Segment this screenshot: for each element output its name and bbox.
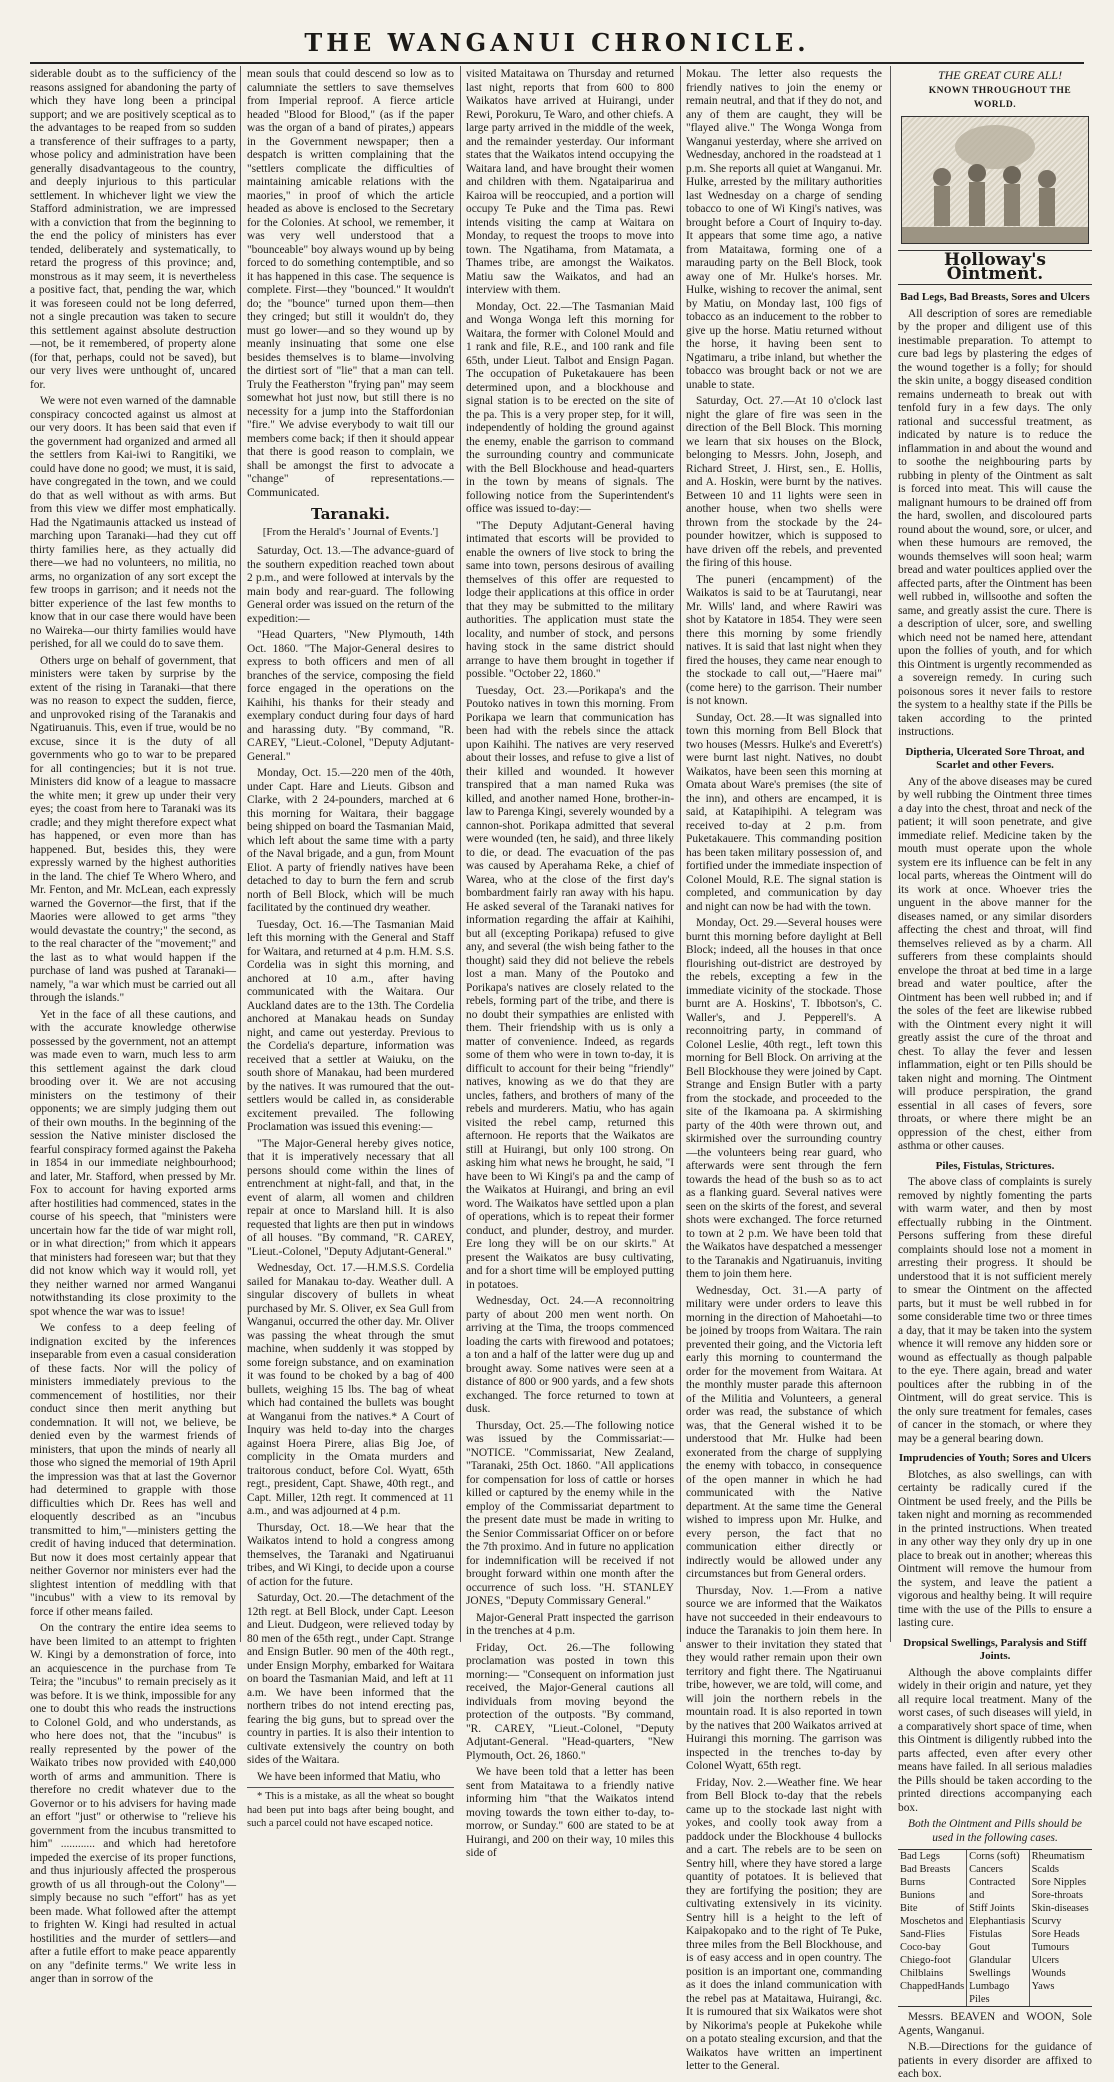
column-rule (240, 66, 241, 1642)
journal-entry: Saturday, Oct. 20.—The detachment of the 12th regt. at Bell Block, under Capt. Leeson and Lieut. Dudgeon, were relieved today by 80 men of the 65th regt., under Capt. Strange and Ensign Butler. 90 men of the 40th regt., under Ensign Morphy, embarked for Waitara on board the Tasmanian Maid, and left at 11 a.m. We have been informed that the northern tribes do not intend erecting pas, fearing the big guns, but to spread over the country in parties. It is also their intention to cultivate extensively the country on both sides of the Waitara. (247, 1592, 454, 1766)
engraving-figures-icon (902, 117, 1088, 243)
journal-entry: Friday, Oct. 26.—The following proclamation was posted in town this morning:— "Consequent on information just received, the Major-General cautions all individuals from moving beyond the protection of the outposts. "By command, "R. CAREY, "Lieut.-Colonel, "Deputy Adjutant-General. "Head-quarters, "New Plymouth, Oct. 26, 1860." (466, 1641, 674, 1762)
article-paragraph: We were not even warned of the damnable conspiracy concocted against us almost at our very doors. It has been said that even if the government had organized and armed all the settlers from Kai-iwi to Rangitiki, we could have done no good; we must, it is said, have congregated in the town, and we could do that as well without as with arms. But from this view we differ most emphatically. Had the Ngatimaunis attacked us instead of marching upon Taranaki—had they cut off thirty families here, as they actually did there—we had no volunteers, no militia, no arms, no organization of any sort except the few troops in garrison; and it needs not the bitter experience of the last few months to know that in our case there would have been no Waireka—our thirty families would have perished, for all we could do to save them. (30, 395, 236, 650)
engraving-illustration (901, 116, 1089, 244)
column-4 (686, 68, 882, 2072)
journal-entry: Tuesday, Oct. 16.—The Tasmanian Maid left this morning with the General and Staff for Waitara, and returned at 4 p.m. H.M. S.S. Cordelia was in sight this morning, and anchored at 10 a.m., after having communicated with the Waitara. Our Auckland dates are to the 13th. The Cordelia anchored at Manakau heads on Sunday night, and came out yesterday. Previous to the Cordelia's departure, information was received that a settler at Waiuku, on the south shore of Manakau, had been murdered by the natives. It was rumoured that the out-settlers would be called in, as considerable excitement prevailed. The following Proclamation was issued this evening:— (247, 918, 454, 1133)
ad-section-heading: Piles, Fistulas, Strictures. (935, 1159, 1055, 1172)
section-subheading: [From the Herald's ' Journal of Events.'] (262, 525, 439, 538)
journal-entry: Wednesday, Oct. 24.—A reconnoitring party of about 200 men went north. On arriving at the Tima, the troops commenced loading the carts with firewood and potatoes; a ton and a half of the latter were dug up and brought away. Some natives were seen at a distance of 800 or 900 yards, and a few shots exchanged. The force returned to town at dusk. (466, 1295, 674, 1415)
article-paragraph: On the contrary the entire idea seems to have been limited to an attempt to frighten W. Kingi by a demonstration of force, into an acquiescence in the purchase from Te Teira; the "incubus" to remain precisely as it was before. It is we think, impossible for any one to doubt this who reads the instructions to Colonel Gold, and who understands, as who here does not, that the "incubus" is really represented by the power of the Waikato tribes now provided with £40,000 worth of arms and ammunition. There is therefore no credit whatever due to the Governor or to his advisers for having made an effort "just" or otherwise to "relieve his government from the incubus transmitted to him" ............ and which had heretofore impeded the exercise of its proper functions, and thus injuriously affected the prosperous growth of us all through-out the Colony"—simply because no such "effort" has as yet been made. What followed after the attempt to frighten W. Kingi had resulted in actual hostilities and the murder of settlers—and after a futile effort to make peace apparently on any "definite terms." We write less in anger than in sorrow of the (30, 1622, 236, 1985)
ailments-list (898, 1849, 1092, 2007)
journal-entry: Saturday, Oct. 13.—The advance-guard of the southern expedition reached town about 2 p.m., and were followed at intervals by the main body and rear-guard. The following General order was issued on the return of the expedition:— (247, 545, 454, 625)
column-rule (680, 66, 681, 1642)
ad-paragraph: Although the above complaints differ widely in their origin and nature, yet they all require local treatment. Many of the worst cases, of such diseases will yield, in a comparatively short space of time, when this Ointment is diligently rubbed into the parts affected, even after every other means have failed. In all serious maladies the Pills should be taken according to the printed directions accompanying each box. (898, 1666, 1092, 1814)
article-paragraph: Yet in the face of all these cautions, and with the accurate knowledge otherwise possessed by the government, not an attempt was made even to warn, much less to arm this settlement against the dark cloud brooding over it. We are not accusing ministers on the testimony of their opponents; we are simply judging them out of their own mouths. In the beginning of the session the Native minister disclosed the fearful conspiracy formed against the Pakeha in 1854 in our immediate neighbourhood; and later, Mr. Stafford, when pressed by Mr. Fox to account for having exported arms after hostilities had commenced, states in the course of his speech, that "ministers were uncertain how far the tide of war might roll, or in what direction;" from which it appears that ministers had foreseen war; but that they did not know which way it would roll, yet they neither warned nor armed Wanganui notwithstanding its close proximity to the spot whence the war was to issue! (30, 1008, 236, 1318)
article-paragraph: Others urge on behalf of government, that ministers were taken by surprise by the extent of the rising in Taranaki—that there was no reason to expect the sudden, fierce, and unprovoked rising of the Taranakis and Ngatiruanuis. This, even if true, would be no excuse, since it is the duty of all governments who go to war to be prepared for all contingencies; but it is not true. Ministers did know of a league to massacre the white men; it grew up under their very eyes; the coast from here to Taranaki was its cradle; and they might therefore expect what has happened, or even more than has happened. But, besides this, they were expressly warned by the highest authorities in the land. The chief Te Whero Whero, and Mr. Fenton, and Mr. McLean, each expressly warned the Governor—the first, that if the Maories were allowed to get arms "they would devastate the country;" the second, as to the real character of the "movement;" and the last as to what would happen if the purchase of land was pushed at Taranaki—namely, "a war which must be carried out all through the islands." (30, 654, 236, 1004)
article-paragraph: We confess to a deep feeling of indignation excited by the inferences inseparable from even a casual consideration of these facts. Nor will the policy of ministers immediately previous to the commencement of hostilities, nor their conduct since then merit anything but condemnation. It will not, we believe, be denied even by the warmest friends of ministers, that upon the minds of nearly all those who signed the memorial of 19th April the impression was that at last the Governor had determined to grapple with those difficulties which Dr. Rees has well and eloquently described as an "incubus transmitted to him,"—ministers getting the credit of having induced that determination. But now it does most certainly appear that neither Governor nor ministers ever had the slightest intention of meddling with that "incubus" with a view to its removal by force if other means failed. (30, 1322, 236, 1618)
journal-entry: Wednesday, Oct. 31.—A party of military were under orders to leave this morning in the direction of Mahoetahi—to be joined by troops from Waitara. The rain prevented their going, and the Victoria left early this morning to countermand the order for the movement from Waitara. At the monthly muster parade this afternoon of the Militia and Volunteers, a general order was read, the substance of which was, that the General wished it to be understood that Mr. Hulke had been exonerated from the charge of supplying the enemy with tobacco, in consequence of the open manner in which he had communicated with the Native department. At the same time the General wished to impress upon Mr. Hulke, and every person, the fact that no communication either directly or indirectly would be allowed under any circumstances but from General orders. (686, 1284, 882, 1580)
column-1 (30, 68, 236, 1985)
ad-tagline-2: KNOWN THROUGHOUT THE WORLD. (928, 86, 1072, 110)
ad-section-heading: Imprudencies of Youth; Sores and Ulcers (898, 1452, 1092, 1464)
journal-entry: We have been told that a letter has been sent from Mataitawa to a friendly native informing him "that the Waikatos intend moving towards the town either to-day, to-morrow, or Sunday." 600 are stated to be at Huirangi, and 200 on their way, 10 miles this side of (466, 1766, 674, 1859)
ad-paragraph: The above class of complaints is surely removed by nightly fomenting the parts with warm water, and then by most effectually rubbing in the Ointment. Persons suffering from these direful complaints should lose not a moment in arresting their progress. It should be understood that it is not sufficient merely to smear the Ointment on the affected parts, but it must be well rubbed in for some considerable time two or three times a day, that it may be taken into the system whence it will remove any hidden sore or wound as effectually as though palpable to the eye. There again, bread and water poultices after the rubbing in of the Ointment, will do great service. This is the only sure treatment for females, cases of cancer in the stomach, or where they may be a general bearing down. (898, 1176, 1092, 1445)
ailments-list-col: Rheumatism Scalds Sore Nipples Sore-throats Skin-diseases Scurvy Sore Heads Tumours Ulcers Wounds Yaws (1031, 1851, 1089, 1992)
journal-entry: Major-General Pratt inspected the garrison in the trenches at 4 p.m. (466, 1611, 674, 1637)
ad-note: N.B.—Directions for the guidance of patients in every disorder are affixed to each box. (898, 2041, 1092, 2080)
column-5-advertisement (898, 68, 1092, 2080)
journal-entry: "The Deputy Adjutant-General having intimated that escorts will be provided to enable the owners of live stock to bring the same into town, persons desirous of availing themselves of this offer are requested to lodge their applications at this office in order that they may be submitted to the military authorities. The application must state the locality, and number of stock, and persons having stock in the same district should arrange to have them brought in together if possible. "October 22, 1860." (466, 519, 674, 680)
journal-entry: Saturday, Oct. 27.—At 10 o'clock last night the glare of fire was seen in the direction of the Bell Block. This morning we learn that six houses on the Block, belonging to Messrs. John, Joseph, and Richard Street, J. Hirst, sen., E. Hollis, and A. Hoskin, were burnt by the natives. Between 10 and 11 lights were seen in another house, when two shells were thrown from the stockade by the 24-pounder howitzer, which is supposed to have driven off the rebels, and prevented the firing of this house. (686, 395, 882, 569)
ad-section-heading: Dropsical Swellings, Paralysis and Stiff Joints. (903, 1636, 1087, 1662)
journal-entry: Monday, Oct. 15.—220 men of the 40th, under Capt. Hare and Lieuts. Gibson and Clarke, with 2 24-pounders, marched at 6 this morning for Waitara, their baggage being shipped on board the Tasmanian Maid, which left about the same time with a party of the Naval brigade, and a gun, from Mount Eliot. A party of friendly natives have been detached to day to burn the fern and scrub north of Bell Block, which will be much facilitated by the continued dry weather. (247, 767, 454, 914)
ad-list-heading: Both the Ointment and Pills should be used in the following cases. (907, 1818, 1082, 1844)
journal-entry: Sunday, Oct. 28.—It was signalled into town this morning from Bell Block that two houses (Messrs. Hulke's and Everett's) were burnt last night. Natives, no doubt Waikatos, have been seen this morning at Omata about Ware's premises (the site of the inn), and others are encamped, it is said, at Katapihipihi. A telegram was received to-day at 2 p.m. from Puketakauere. This commanding position has been taken military possession of, and fortified under the immediate inspection of Colonel Mould, R.E. The signal station is completed, and communication by day and night can now be had with the town. (686, 711, 882, 913)
column-rule (890, 66, 891, 1642)
journal-entry: Thursday, Oct. 18.—We hear that the Waikatos intend to hold a congress among themselves, the Taranaki and Ngatiruanui tribes, and Wi Kingi, to decide upon a course of action for the future. (247, 1521, 454, 1588)
journal-entry: Friday, Nov. 2.—Weather fine. We hear from Bell Block to-day that the rebels came up to the stockade last night with yokes, and coolly took away from a paddock under the Blockhouse 4 bullocks and a cart. The rebels are to be seen on Sentry hill, where they have stored a large quantity of potatoes. It is believed that they are fortifying the position; they are cultivating extensively in its vicinity. Sentry hill is a height to the left of Kaipakopako and to the right of Te Puke, three miles from the Bell Blockhouse, and is of easy access and in open country. The position is an important one, commanding as it does the inland communication with the rebel pas at Mataitawa, Huirangi, &c. It is rumoured that six Waikatos were shot by Nikorima's people at Pukekohe while on a potato stealing excursion, and that the Waikatos have written an impertinent letter to the General. (686, 1776, 882, 2072)
ad-paragraph: All description of sores are remediable by the proper and diligent use of this inestimable preparation. To attempt to cure bad legs by plastering the edges of the wound together is a folly; for should the skin unite, a boggy diseased condition remains underneath to break out with tenfold fury in a few days. The only rational and successful treatment, as indicated by nature is to reduce the inflammation in and about the wound and to soothe the neighbouring parts by rubbing in plenty of the Ointment as salt is forced into meat. This will cause the malignant humours to be drained off from the hard, swollen, and discoloured parts round about the wound, sore, or ulcer, and when these humours are removed, the wounds themselves will soon heal; warm bread and water poultices applied over the affected parts, after the Ointment has been well rubbed in, willsoothe and soften the same, and greatly assist the cure. There is a description of ulcer, sore, and swelling which need not be named here, attendant upon the follies of youth, and for which this Ointment is urgently recommended as a sovereign remedy. In curing such poisonous sores it never fails to restore the system to a healthy state if the Pills be taken according to the printed instructions. (898, 307, 1092, 738)
ad-tagline: THE GREAT CURE ALL! (937, 68, 1063, 82)
product-name: Holloway's Ointment. (898, 250, 1092, 285)
journal-entry: "The Major-General hereby gives notice, that it is imperatively necessary that all persons should come within the lines of entrenchment at night-fall, and that, in the event of alarm, all women and children repair at once to Marsland hill. It is also requested that lights are then put in windows of all houses. "By command, "R. CAREY, "Lieut.-Colonel, "Deputy Adjutant-General." (247, 1137, 454, 1258)
article-paragraph: siderable doubt as to the sufficiency of the reasons assigned for abandoning the party of which they have long been a principal support; and we are positively sceptical as to the advantages to be reaped from so sudden a transference of their suffrages to a party, whose policy and administration have been generally disadvantageous to the country, and deeply injurious to this particular settlement. In whichever light we view the Stafford administration, we are impressed with a conviction that from the beginning to the end the policy of ministers has ever tended, deliberately and systematically, to retard the progress of this province; and, monstrous as it may seem, it is nevertheless a positive fact, that, pending the war, which it was foreseen could not be long deferred, not a single precaution was taken to secure this settlement against absolute destruction—not, be it remembered, of property alone (for that, perhaps, could not be saved), but our very lives were unthought of, uncared for. (30, 68, 236, 391)
masthead (30, 14, 1084, 60)
journal-entry: Thursday, Oct. 25.—The following notice was issued by the Commissariat:— "NOTICE. "Commissariat, New Zealand, "Taranaki, 25th Oct. 1860. "All applications for compensation for loss of cattle or horses killed or captured by the enemy while in the employ of the Commissariat department to the present date must be made in writing to the Senior Commissariat Officer on or before the 7th proximo. And in future no application for indemnification will be received if not brought forward within one month after the occurrence of such loss. "H. STANLEY JONES, "Deputy Commissary General." (466, 1419, 674, 1607)
journal-entry: visited Mataitawa on Thursday and returned last night, reports that from 600 to 800 Waikatos have arrived at Huirangi, under Rewi, Porokuru, Te Waro, and other chiefs. A large party arrived in the middle of the week, and the remainder yesterday. Our informant states that the Waikatos intend occupying the Waitara land, and have brought their women and children with them. Ngataiparirua and Kairoa will be reoccupied, and a portion will occupy Te Puke and the Tima pas. Rewi intends visiting the camp at Waitara on Monday, to request the troops to move into town. The Ngatihama, from Matamata, a Thames tribe, are amongst the Waikatos. Matiu saw the Waikatos, and had an interview with them. (466, 68, 674, 296)
ailments-list-col: Bad Legs Bad Breasts Burns Bunions Bite of Moschetos and Sand-Flies Coco-bay Chiego-foot Chilblains ChappedHands (898, 1850, 967, 2006)
section-heading-taranaki: Taranaki. (310, 505, 390, 523)
journal-entry: Monday, Oct. 22.—The Tasmanian Maid and Wonga Wonga left this morning for Waitara, the former with Colonel Mould and 1 rank and file, R.E., and 100 rank and file 65th, under Lieut. Talbot and Ensign Pagan. The occupation of Puketakauere has been determined upon, and a blockhouse and signal station is to be erected on the site of the pa. This is a very proper step, for it will, independently of holding the ground against the enemy, enable the garrison to command the surrounding country and communicate with the Bell Blockhouse and head-quarters in the town by means of signals. The following notice from the Superintendent's office was issued to-day:— (466, 300, 674, 515)
newspaper-title: THE WANGANUI CHRONICLE. (304, 28, 810, 57)
journal-entry: Mokau. The letter also requests the friendly natives to join the enemy or remain neutral, and that if they do not, and any of them are caught, they will be "flayed alive." The Wonga Wonga from Wanganui yesterday, where she arrived on Wednesday, anchored in the roadstead at 1 p.m. She reports all quiet at Wanganui. Mr. Hulke, arrested by the military authorities last Wednesday on a charge of sending tobacco to one of Wi Kingi's natives, was brought before a Court of Inquiry to-day. It appears that some time ago, a native from Mataitawa, forming one of a marauding party on the Bell Block, took away one of Mr. Hulke's horses. Mr. Hulke, wishing to recover the animal, sent by Matiu, on Monday last, 100 figs of tobacco as an inducement to the robber to give up the horse. Matiu returned without the horse, it having been sent to Ngatimaru, a tribe inland, but whether the tobacco was brought back or not we are unable to state. (686, 68, 882, 391)
footnote: * This is a mistake, as all the wheat so bought had been put into bags after being bought, and such a parcel could not have escaped notice. (247, 1787, 454, 1831)
ailments-list-col: Corns (soft) Cancers Contracted and Stiff Joints Elephantiasis Fistulas Gout Glandular Swellings Lumbago Piles (967, 1850, 1029, 2006)
journal-entry: Wednesday, Oct. 17.—H.M.S.S. Cordelia sailed for Manakau to-day. Weather dull. A singular discovery of bullets in wheat purchased by Mr. S. Oliver, ex Sea Gull from Wanganui, occurred the other day. Mr. Oliver was passing the wheat through the smut machine, when suddenly it was stopped by some foreign substance, and on examination it was found to be choked by a bag of 400 bullets, weighing 15 lbs. The bag of wheat which had contained the bullets was bought at Wanganui from the natives.* A Court of Inquiry was held to-day into the charges against Hoera Pirere, alias Big Joe, of complicity in the Omata murders and traitorous conduct, before Col. Wyatt, 65th regt., president, Capt. Shawe, 40th regt., and Capt. Miller, 12th regt. It commenced at 11 a.m., and was adjourned at 4 p.m. (247, 1262, 454, 1517)
journal-entry: "Head Quarters, "New Plymouth, 14th Oct. 1860. "The Major-General desires to express to both officers and men of all branches of the service, composing the field force engaged in the operations on the Kaihihi, his thanks for their steady and exemplary conduct during four days of hard and harassing duty. "By command, "R. CAREY, "Lieut.-Colonel, "Deputy Adjutant-General." (247, 629, 454, 763)
journal-entry: Thursday, Nov. 1.—From a native source we are informed that the Waikatos have not succeeded in their endeavours to induce the Taranakis to join them here. In answer to their invitation they stated that they would rather remain upon their own territory and fight there. The Ngatiruanui tribe, however, we are told, will come, and will join the northern rebels in the mountain road. It is also reported in town by the natives that 200 Waikatos arrived at Huirangi this morning. The garrison was inspected in the trenches to-day by Colonel Wyatt, 65th regt. (686, 1584, 882, 1772)
ad-section-heading: Diptheria, Ulcerated Sore Throat, and Scarlet and other Fevers. (905, 745, 1085, 771)
ad-paragraph: Blotches, as also swellings, can with certainty be radically cured if the Ointment be used freely, and the Pills be taken night and morning as recommended in the printed instructions. When treated in any other way they only dry up in one place to break out in another; whereas this Ointment will remove the humour from the system, and leave the patient a vigorous and healthy being. It will require time with the use of the Pills to ensure a lasting cure. (898, 1468, 1092, 1629)
ad-agents: Messrs. BEAVEN and WOON, Sole Agents, Wanganui. (898, 2011, 1092, 2037)
journal-entry: We have been informed that Matiu, who (257, 1770, 441, 1783)
masthead-rule (30, 62, 1084, 64)
journal-entry: The puneri (encampment) of the Waikatos is said to be at Taurutangi, near Mr. Wills' land, and where Rawiri was shot by Katatore in 1854. They were seen there this morning by some friendly natives. It is said that last night when they fired the houses, they came near enough to the stockade to call out,—"Haere mai" (come here) to the garrison. Their number is not known. (686, 573, 882, 707)
column-2 (247, 68, 454, 1829)
column-3 (466, 68, 674, 1859)
journal-entry: Tuesday, Oct. 23.—Porikapa's and the Poutoko natives in town this morning. From Porikapa we learn that communication has been had with the rebels since the attack upon Kaihihi. The natives are very reserved about their losses, and refuse to give a list of their killed and wounded. It however transpired that a man named Ruka was killed, and another named Hone, brother-in-law to Parenga Kingi, severely wounded by a cannon-shot. Porikapa admitted that several were wounded (ten, he said), and three likely to die, or dead. The evacuation of the pas was caused by Aperahama Reke, a chief of Warea, who at the close of the first day's bombardment fairly ran away with his hapu. He asked several of the Taranaki natives for information regarding the affair at Kaihihi, but all (excepting Porikapa) refused to give any, and several (the wish being father to the thought) said they did not believe the rebels lost a man. Many of the Poutoko and Porikapa's natives are closely related to the rebels, forming part of the tribe, and there is no doubt their sympathies are enlisted with them. Their friendship with us is only a matter of convenience. Indeed, as regards some of them who were in town to-day, it is difficult to account for their being "friendly" natives, knowing as we do that they are uncles, fathers, and brothers of many of the rebels and murderers. Matiu, who has again visited the rebel camp, returned this afternoon. He reports that the Waikatos are still at Huirangi, but only 100 strong. On asking him what news he brought, he said, "I have been to Wi Kingi's pa and the camp of the Waikatos at Huirangi, and bring an evil word. The Waikatos have settled upon a plan of operations, which is to repeat their former conduct, and plunder, destroy, and murder. Ere long they will be on our skirts." At present the Waikatos are busy cultivating, and for a short time will be employed putting in potatoes. (466, 684, 674, 1291)
article-paragraph: mean souls that could descend so low as to calumniate the settlers to save themselves from Imperial reproof. A fierce article headed "Blood for Blood," (as if the paper was the organ of a band of pirates,) appears in the Government newspaper; then a despatch is written complaining that the "settlers complicate the difficulties of maintaining amicable relations with the maories," in proof of which the article headed as above is enclosed to the Secretary for the Colonies. At school, we remember, it was very well understood that a "bounceable" boy always wound up by being forced to do something contemptible, and so it has happened in this case. The sequence is complete. First—they "bounced." It wouldn't do; the "bounce" turned upon them—then they cringed; but still it wouldn't do, they must go lower—and so they wound up by meanly insinuating that some one else besides themselves is to blame—involving the dirtiest sort of "lie" that a man can tell. Truly the Featherston "frying pan" may seem somewhat hot just now, but still there is no necessity for a jump into the Staffordonian "fire." We advise everybody to wait till our members come back; if then it should appear that there is good reason to complain, we shall be amongst the first to advocate a "change" of representations.—Communicated. (247, 68, 454, 499)
column-rule (460, 66, 461, 1642)
journal-entry: Monday, Oct. 29.—Several houses were burnt this morning before daylight at Bell Block; indeed, all the houses in that once flourishing out-district are destroyed by the rebels, excepting a few in the immediate vicinity of the stockade. Those burnt are A. Hoskins', T. Ibbotson's, C. Waller's, and J. Pepperell's. A reconnoitring party, in command of Colonel Leslie, 40th regt., left town this morning for Bell Block. On arriving at the Bell Blockhouse they were joined by Capt. Strange and Ensign Butler with a party from the stockade, and proceeded to the site of the Ikamoana pa. A skirmishing party of the 40th were thrown out, and skirmished over the surrounding country—the volunteers being rear guard, who afterwards were sent through the fern towards the head of the bush so as to act as a flanking guard. Several natives were seen on the skirts of the forest, and several shots were exchanged. The force returned to town at 2 p.m. We have been told that the Waikatos have despatched a messenger to the Taranakis and Ngatiruanuis, inviting them to join them here. (686, 917, 882, 1280)
ad-section-heading: Bad Legs, Bad Breasts, Sores and Ulcers (900, 291, 1090, 303)
ad-paragraph: Any of the above diseases may be cured by well rubbing the Ointment three times a day into the chest, throat and neck of the patient; it will soon penetrate, and give immediate relief. Medicine taken by the mouth must operate upon the whole system ere its influence can be felt in any local parts, whereas the Ointment will do its work at once. Whoever tries the unguent in the above manner for the diseases named, or any similar disorders affecting the chest and throat, will find themselves relieved as by a charm. All sufferers from these complaints should envelope the throat at bed time in a large bread and water poultice, after the Ointment has been well rubbed in; and if the soles of the feet are likewise rubbed with the Ointment every night it will greatly assist the cure of the throat and chest. To allay the fever and lessen inflammation, eight or ten Pills should be taken night and morning. The Ointment will produce perspiration, the grand essential in all cases of fevers, sore throats, or where there might be an oppression of the chest, either from asthma or other causes. (898, 775, 1092, 1152)
